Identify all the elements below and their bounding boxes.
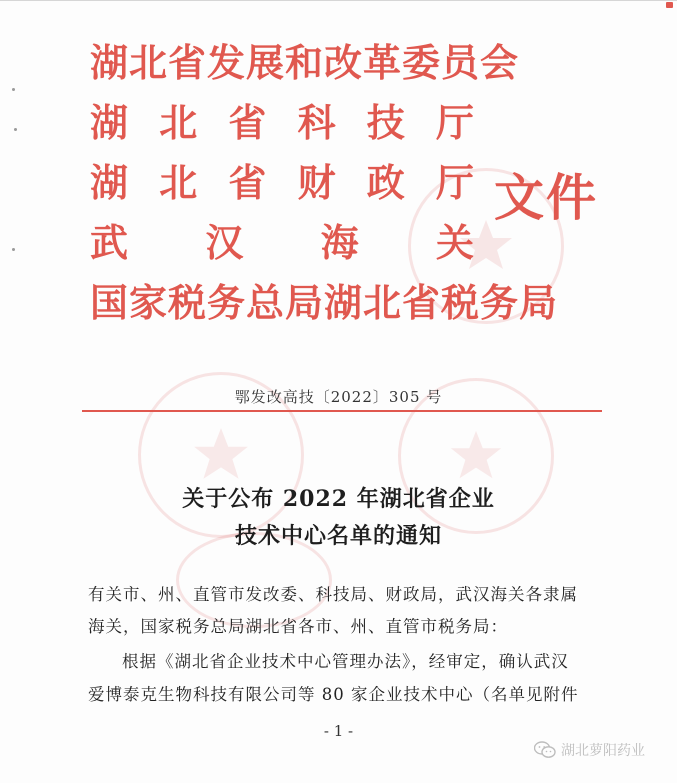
issuer-char: 湖	[90, 160, 129, 205]
issuer-char: 北	[159, 100, 198, 145]
issuer-char: 省	[228, 100, 267, 145]
issuer-tax-bureau: 国家税务总局湖北省税务局	[90, 280, 559, 325]
issuer-char: 厅	[435, 160, 474, 205]
wechat-watermark	[534, 740, 645, 760]
top-rule	[0, 0, 677, 1]
body-line: 爱博泰克生物科技有限公司等 80 家企业技术中心（名单见附件	[88, 685, 579, 704]
red-divider	[82, 410, 602, 412]
body-line: 根据《湖北省企业技术中心管理办法》，经审定，确认武汉	[122, 652, 569, 671]
notice-title-line1: 关于公布 2022 年湖北省企业	[182, 486, 495, 512]
notice-title-line2: 技术中心名单的通知	[234, 523, 442, 549]
issuer-science-dept	[90, 100, 474, 152]
issuer-char: 武	[90, 220, 129, 265]
issuer-ndrc: 湖北省发展和改革委员会	[90, 40, 520, 85]
page-number: - 1 -	[323, 722, 354, 740]
issuer-char: 技	[366, 100, 405, 145]
body-line: 海关，国家税务总局湖北省各市、州、直管市税务局：	[88, 617, 508, 636]
issuer-char: 厅	[435, 100, 474, 145]
corner-mark	[666, 2, 673, 8]
issuer-char: 财	[297, 160, 336, 205]
issuer-customs	[90, 220, 474, 272]
issuer-char: 省	[228, 160, 267, 205]
issuer-char: 科	[297, 100, 336, 145]
issuer-char: 湖	[90, 100, 129, 145]
document-word: 文件	[494, 168, 598, 227]
watermark-text: 湖北萝阳药业	[561, 743, 645, 759]
scan-mark	[14, 128, 17, 131]
issuer-char: 汉	[205, 220, 244, 265]
body-line: 有关市、州、直管市发改委、科技局、财政局，武汉海关各隶属	[88, 585, 578, 604]
document-number: 鄂发改高技〔2022〕305 号	[234, 388, 443, 406]
issuer-finance-dept	[90, 160, 474, 212]
scan-mark	[12, 88, 15, 91]
issuer-char: 海	[320, 220, 359, 265]
issuer-char: 政	[366, 160, 405, 205]
issuer-char: 北	[159, 160, 198, 205]
wechat-icon	[534, 741, 556, 759]
issuer-char: 关	[435, 220, 474, 265]
scan-mark	[12, 248, 15, 251]
